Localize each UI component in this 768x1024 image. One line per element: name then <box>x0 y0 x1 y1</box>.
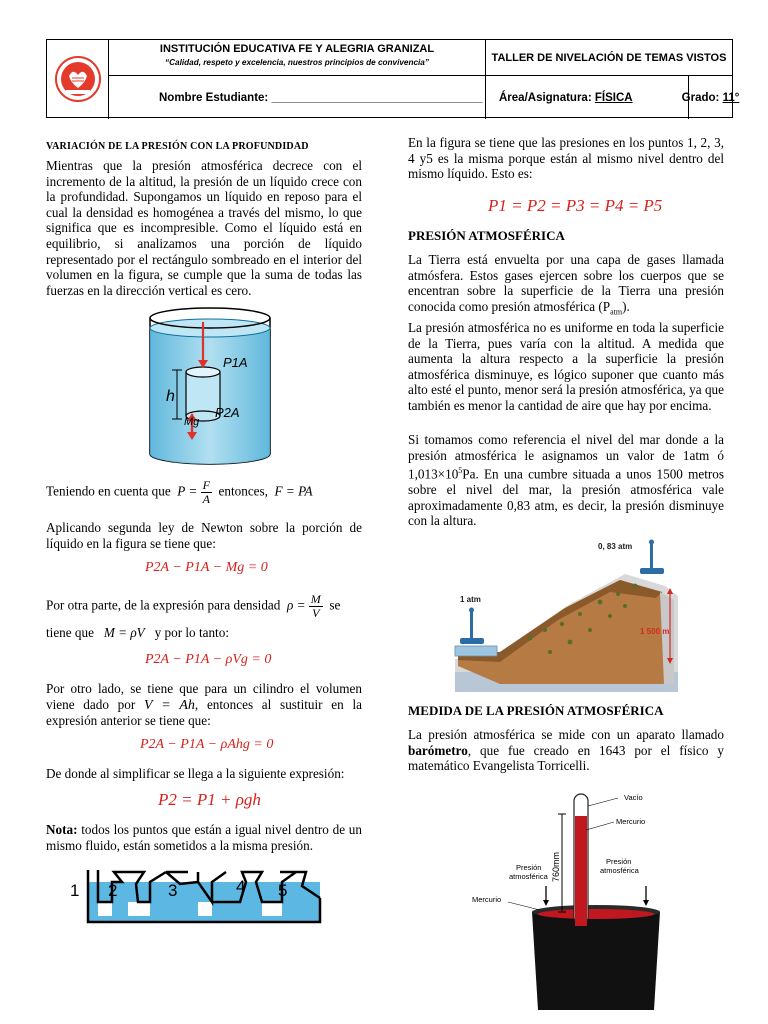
equation-1: P2A − P1A − Mg = 0 <box>145 560 268 575</box>
simplificar-text: De donde al simplificar se llega a la siguiente expresión: <box>46 766 345 781</box>
note-text: todos los puntos que están a igual nivel dentro de un mismo fluido, están sometidos a la misma presión. <box>46 822 362 853</box>
vessel-label-3: 3 <box>168 881 178 900</box>
barometer-word: barómetro <box>408 742 468 758</box>
header-table <box>46 39 740 118</box>
note-paragraph <box>46 822 362 853</box>
mountain-figure <box>450 534 690 692</box>
f-pa-formula: F = PA <box>274 483 313 499</box>
equation-4: P2 = P1 + ρgh <box>158 790 261 809</box>
cilindro-text-2: , entonces al sustituir en la expresión anterior se tiene que: <box>46 696 362 729</box>
v-ah-formula: V = Ah <box>143 697 195 713</box>
grade-value: 11° <box>722 91 740 104</box>
grade-label: Grado: <box>681 91 720 104</box>
densidad-text: Por otra parte, de la expresión para densidad <box>46 597 281 613</box>
atm-paragraph-3 <box>408 432 724 529</box>
subject-cell <box>486 76 689 119</box>
barometer-figure <box>462 786 690 1010</box>
m-rhov-formula: M = ρV <box>103 625 145 640</box>
frac-rho-lhs: ρ = <box>286 597 306 613</box>
mercurio-bottom-label: Mercurio <box>472 895 502 904</box>
mercurio-top-label: Mercurio <box>616 817 646 826</box>
student-name-field: Nombre Estudiante: _________________________________ <box>109 76 486 119</box>
intro-paragraph: Mientras que la presión atmosférica decrece con el incremento de la altitud, la presión de un líquido crece con la profundidad. Supongamos un líquido en reposo para el cual la densidad es homogénea a través del mismo, lo que significa que es incompresible. Como el líquido está en equilibrio, si analizamos una porción de líquido representado por el rectángulo sombreado en el interior del volumen en la figura, se cumple que la suma de todas las fuerzas en la dirección vertical es cero. <box>46 158 362 298</box>
workshop-title: TALLER DE NIVELACIÓN DE TEMAS VISTOS <box>486 40 732 76</box>
vessel-label-2: 2 <box>108 881 118 900</box>
frac-rho-den: V <box>312 606 320 620</box>
frac-rho <box>309 593 323 620</box>
bottom-pressure-label: 1 atm <box>460 595 481 604</box>
teniendo-text: Teniendo en cuenta que <box>46 483 171 499</box>
densidad-post: se <box>329 597 341 613</box>
tiene-post: y por lo tanto: <box>154 625 229 640</box>
grade-cell <box>681 76 740 119</box>
subject-value: FÍSICA <box>594 91 633 104</box>
p2a-label: P2A <box>215 405 240 420</box>
barometer-paragraph <box>408 727 724 774</box>
institution-motto: “Calidad, respeto y excelencia, nuestros principios de convivencia” <box>165 58 429 67</box>
mm-label: 760mm <box>551 851 561 882</box>
atm-p3-text-a: Si tomamos como referencia el nivel del mar donde a la presión atmosférica le asignamos un valor de 1atm ó 1,013×10 <box>408 432 724 482</box>
cilindro-paragraph <box>46 681 362 729</box>
atm-p1-post: ). <box>622 298 630 314</box>
frac-pfa-num: F <box>202 478 210 492</box>
cylinder-figure <box>140 304 280 472</box>
atm-pressure-title: PRESIÓN ATMOSFÉRICA <box>408 228 565 243</box>
cilindro-text-1: Por otro lado, se tiene que para un cilindro el volumen viene dado por <box>46 681 362 712</box>
pressure-measure-title: MEDIDA DE LA PRESIÓN ATMOSFÉRICA <box>408 703 664 718</box>
atm-paragraph-1 <box>408 252 724 320</box>
mg-label: Mg <box>184 416 200 428</box>
frac-pfa-lhs: P = <box>177 483 198 499</box>
tiene-line <box>46 625 366 641</box>
presion-right-1: Presión <box>606 857 632 866</box>
teniendo-line <box>46 479 366 506</box>
densidad-line <box>46 593 366 620</box>
height-label: 1 500 m <box>640 627 670 636</box>
section-title-pressure-depth: VARIACIÓN DE LA PRESIÓN CON LA PROFUNDIDAD <box>46 141 309 152</box>
frac-rho-num: M <box>310 592 321 606</box>
medida-post: , que fue creado en 1643 por el físico y matemático Evangelista Torricelli. <box>408 742 724 774</box>
h-label: h <box>166 388 175 405</box>
presion-right-2: atmosférica <box>600 866 639 875</box>
atm-p3-sup: 5 <box>458 466 463 476</box>
equation-3: P2A − P1A − ρAhg = 0 <box>140 737 274 752</box>
frac-pfa <box>201 479 212 506</box>
atm-p1-sub: atm <box>610 307 623 317</box>
atm-p1-text: La Tierra está envuelta por una capa de gases llamada atmósfera. Estos gases ejercen sobre los cuerpos que se encentran sobre la superficie de la Tierra una presión conocida como presión atmosférica (P <box>408 252 724 314</box>
top-pressure-label: 0, 83 atm <box>598 542 633 551</box>
connected-vessels-figure <box>70 862 332 932</box>
presion-left-1: Presión <box>516 863 542 872</box>
newton-paragraph: Aplicando segunda ley de Newton sobre la porción de líquido en la figura se tiene que: <box>46 520 362 551</box>
teniendo-mid: entonces, <box>218 483 268 499</box>
tiene-text: tiene que <box>46 625 94 640</box>
vessel-label-5: 5 <box>278 881 288 900</box>
right-intro-paragraph: En la figura se tiene que las presiones en los puntos 1, 2, 3, 4 y5 es la misma porque están al mismo nivel dentro del mismo líquido. Esto es: <box>408 135 724 182</box>
equal-pressures-equation: P1 = P2 = P3 = P4 = P5 <box>488 196 663 215</box>
institution-cell <box>109 40 486 76</box>
institution-name: INSTITUCIÓN EDUCATIVA FE Y ALEGRIA GRANIZAL <box>159 43 435 55</box>
p1a-label: P1A <box>223 355 248 370</box>
note-label: Nota: <box>46 822 78 837</box>
school-logo <box>47 40 109 119</box>
atm-paragraph-2: La presión atmosférica no es uniforme en toda la superficie de la Tierra, pues varía con la altitud. A medida que aumenta la altura respecto a la superficie la presión atmosférica disminuye, es lógico suponer que cuanto más alto esté el punto, menor será la presión atmosférica, ya que también es menor la cantidad de aire que hay por encima. <box>408 320 724 413</box>
equation-2: P2A − P1A − ρVg = 0 <box>145 652 272 667</box>
atm-p3-text-b: Pa. En una cumbre situada a unos 1500 metros sobre el nivel del mar, la presión atmosférica vale aproximadamente 0,83 atm, es decir, la presión disminuye con la altura. <box>408 466 724 529</box>
subject-label: Área/Asignatura: <box>499 91 592 104</box>
frac-pfa-den: A <box>202 492 210 506</box>
vessel-label-1: 1 <box>70 881 80 900</box>
vacio-label: Vacío <box>624 793 643 802</box>
presion-left-2: atmosférica <box>509 872 548 881</box>
medida-text: La presión atmosférica se mide con un aparato llamado <box>408 727 724 742</box>
vessel-label-4: 4 <box>236 877 246 896</box>
